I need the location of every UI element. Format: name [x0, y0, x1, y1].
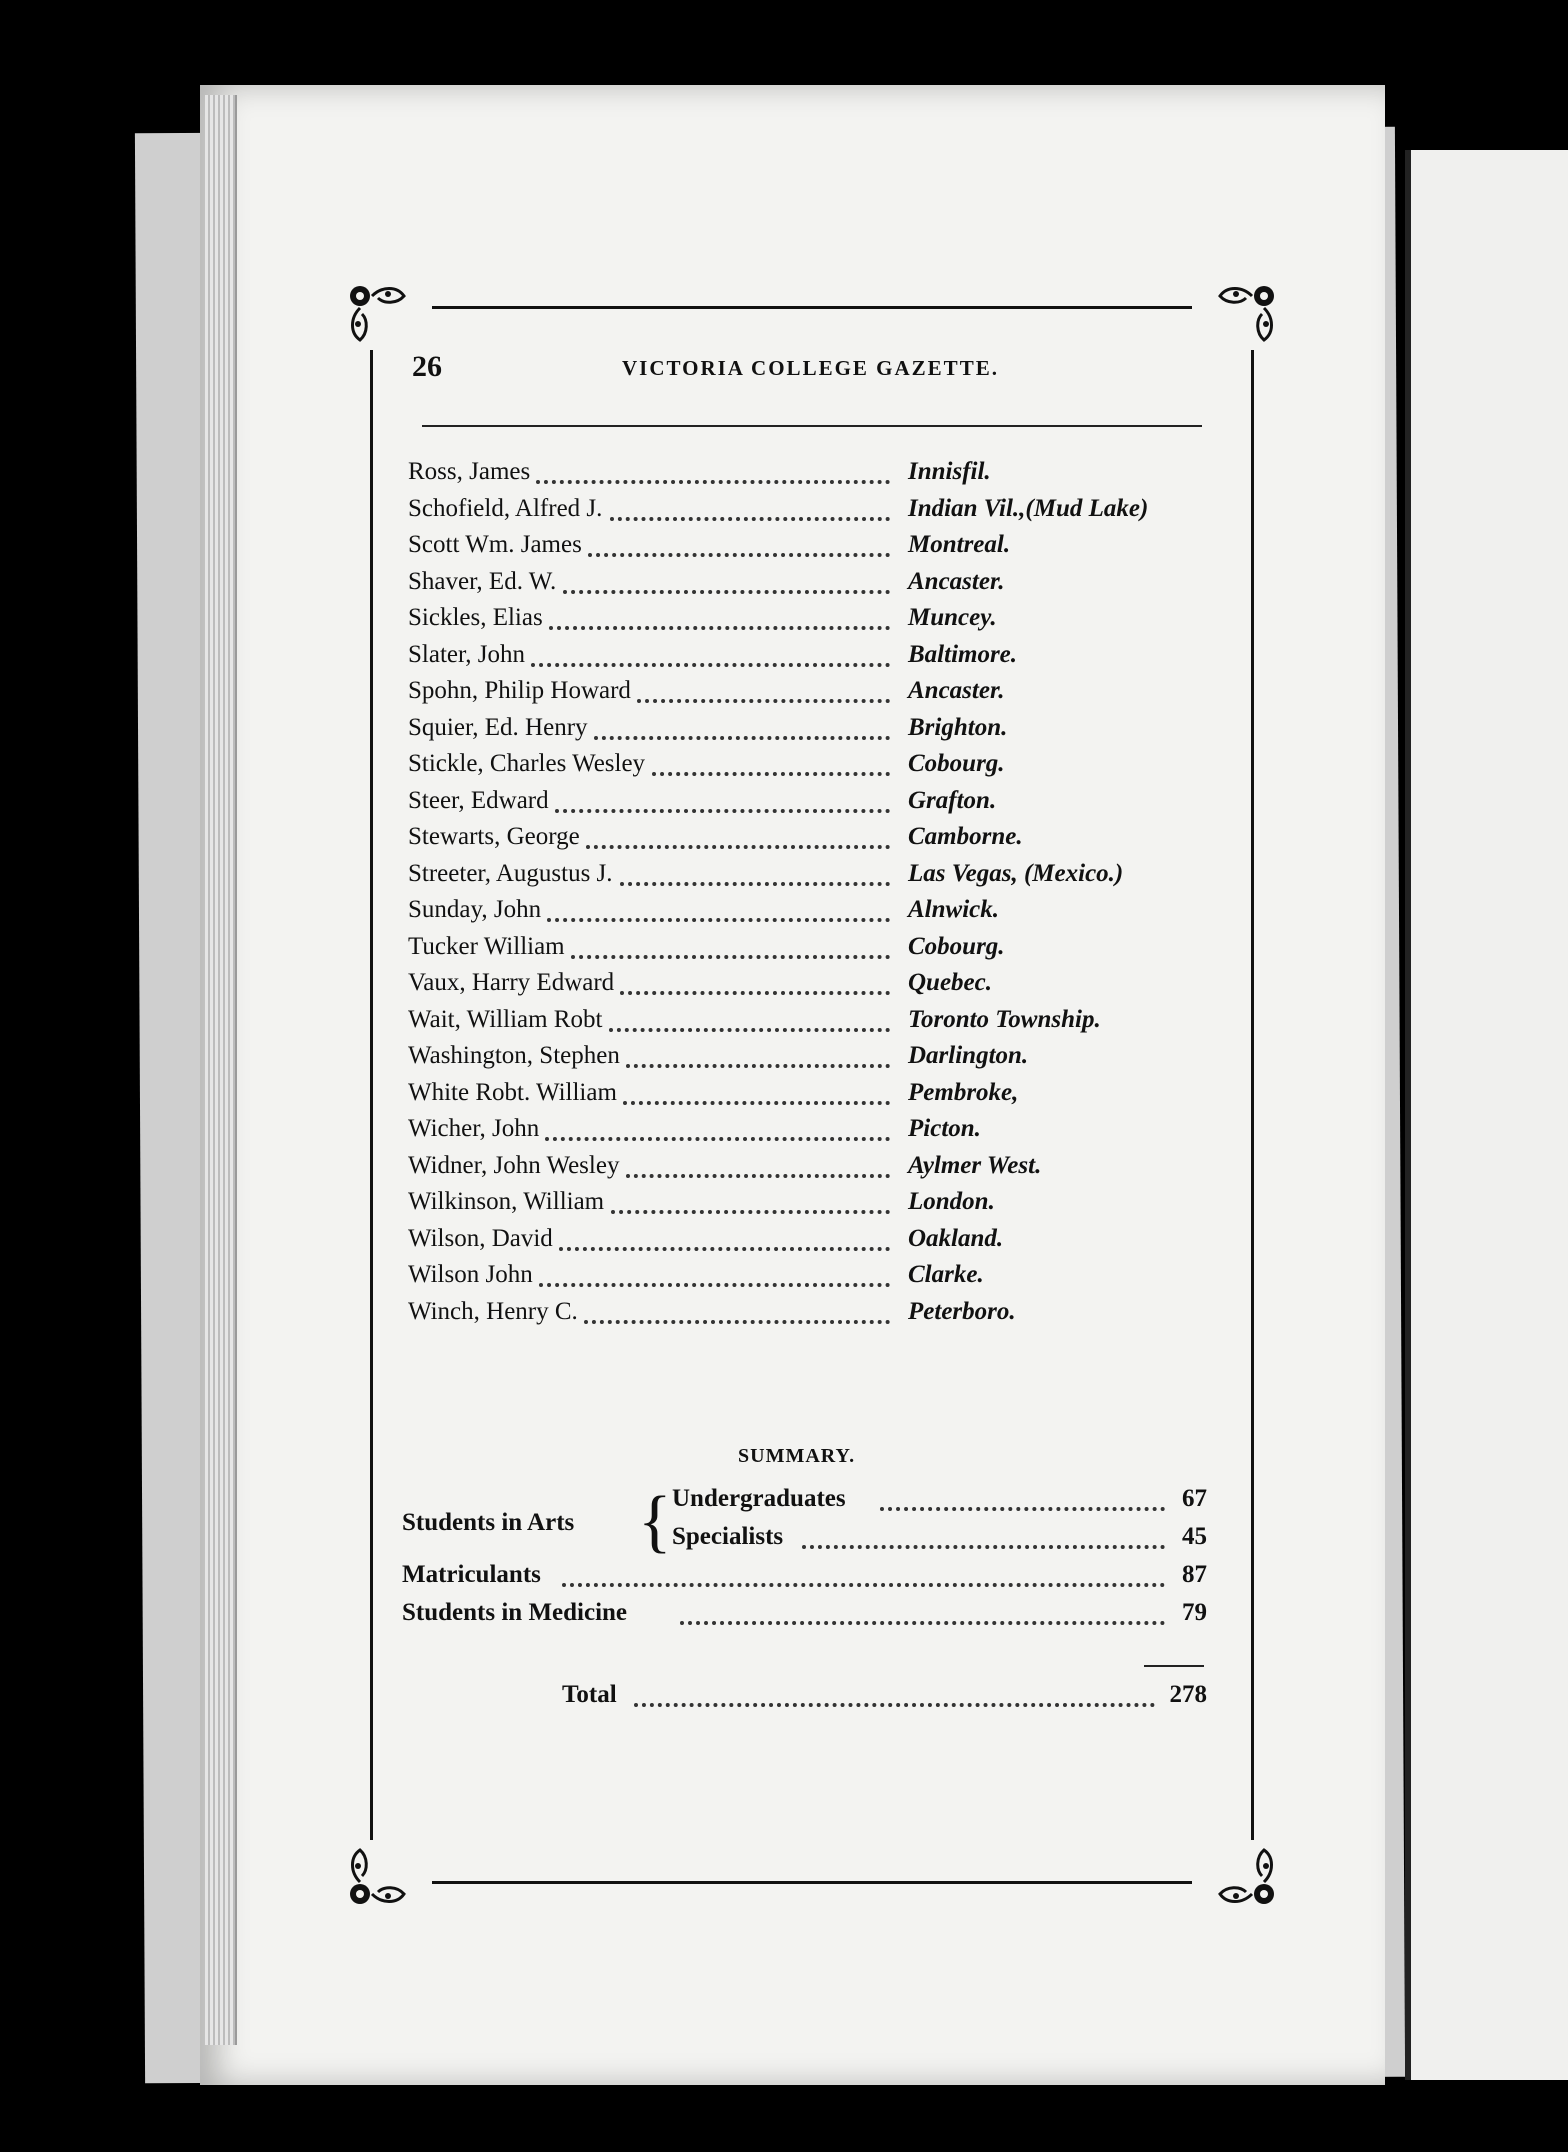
- list-item: [408, 750, 1208, 787]
- student-hometown: Aylmer West.: [908, 1151, 1042, 1179]
- student-name: Streeter, Augustus J.: [408, 859, 613, 887]
- dot-leader: [594, 732, 890, 740]
- medicine-label: Students in Medicine: [402, 1599, 628, 1626]
- running-title: VICTORIA COLLEGE GAZETTE.: [622, 356, 999, 380]
- dot-leader: [571, 951, 890, 959]
- dot-leader: [562, 1579, 1165, 1587]
- list-item: [408, 1261, 1208, 1298]
- student-name: Squier, Ed. Henry: [408, 713, 588, 741]
- list-item: [408, 495, 1208, 532]
- student-name: Wilkinson, William: [408, 1188, 605, 1215]
- dot-leader: [547, 914, 890, 922]
- dot-leader: [620, 878, 890, 886]
- student-name: Sickles, Elias: [408, 604, 543, 631]
- dot-leader: [584, 1316, 890, 1324]
- dot-leader: [680, 1617, 1165, 1625]
- list-item: [408, 1225, 1208, 1262]
- dot-leader: [626, 1170, 890, 1178]
- student-hometown: Clarke.: [908, 1261, 984, 1288]
- undergraduates-label: Undergraduates: [672, 1485, 846, 1512]
- list-item: [408, 969, 1208, 1006]
- student-hometown: Picton.: [908, 1115, 981, 1142]
- student-list: [408, 458, 1208, 1334]
- student-hometown: Pembroke,: [908, 1078, 1019, 1106]
- list-item: [408, 604, 1208, 641]
- dot-leader: [611, 1206, 890, 1214]
- frame-rule-left: [370, 350, 373, 1840]
- header-rule: [422, 425, 1202, 427]
- list-item: [408, 1079, 1208, 1116]
- brace-icon: {: [638, 1483, 672, 1560]
- dot-leader: [637, 695, 890, 703]
- matriculants-count: 87: [1182, 1561, 1207, 1588]
- student-hometown: Cobourg.: [908, 932, 1005, 960]
- list-item: [408, 714, 1208, 751]
- student-name: White Robt. William: [408, 1078, 617, 1106]
- student-name: Wicher, John: [408, 1115, 540, 1142]
- dot-leader: [545, 1133, 890, 1141]
- student-name: Slater, John: [408, 640, 526, 668]
- dot-leader: [555, 805, 890, 813]
- list-item: [408, 1042, 1208, 1079]
- student-hometown: London.: [908, 1188, 995, 1215]
- summary-title: SUMMARY.: [738, 1445, 856, 1467]
- frame-rule-bottom: [432, 1881, 1192, 1884]
- student-name: Stewarts, George: [408, 823, 580, 850]
- student-hometown: Grafton.: [908, 786, 997, 814]
- student-name: Washington, Stephen: [408, 1042, 620, 1069]
- list-item: [408, 1152, 1208, 1189]
- list-item: [408, 568, 1208, 605]
- list-item: [408, 531, 1208, 568]
- student-hometown: Montreal.: [908, 531, 1011, 558]
- student-name: Wilson John: [408, 1261, 533, 1288]
- dot-leader: [880, 1503, 1165, 1511]
- frame-rule-top: [432, 306, 1192, 309]
- list-item: [408, 1006, 1208, 1043]
- student-name: Winch, Henry C.: [408, 1297, 578, 1325]
- page-number: 26: [412, 350, 442, 383]
- dot-leader: [563, 586, 890, 594]
- list-item: [408, 933, 1208, 970]
- specialists-label: Specialists: [672, 1523, 784, 1550]
- corner-ornament-icon: [1212, 1842, 1282, 1912]
- dot-leader: [559, 1243, 890, 1251]
- corner-ornament-icon: [1212, 278, 1282, 348]
- student-hometown: Ancaster.: [908, 567, 1005, 595]
- student-hometown: Oakland.: [908, 1224, 1004, 1252]
- list-item: [408, 896, 1208, 933]
- dot-leader: [610, 513, 890, 521]
- list-item: [408, 1115, 1208, 1152]
- student-hometown: Darlington.: [908, 1042, 1029, 1069]
- student-hometown: Innisfil.: [908, 458, 991, 485]
- student-hometown: Cobourg.: [908, 750, 1005, 777]
- list-item: [408, 860, 1208, 897]
- page-header: [412, 350, 1202, 390]
- student-name: Steer, Edward: [408, 786, 549, 814]
- list-item: [408, 1298, 1208, 1335]
- dot-leader: [539, 1279, 890, 1287]
- total-count: 278: [1169, 1681, 1207, 1708]
- student-name: Schofield, Alfred J.: [408, 494, 603, 522]
- dot-leader: [634, 1699, 1155, 1707]
- medicine-count: 79: [1182, 1599, 1207, 1626]
- dot-leader: [623, 1097, 890, 1105]
- student-name: Stickle, Charles Wesley: [408, 750, 646, 777]
- dot-leader: [531, 659, 890, 667]
- student-hometown: Muncey.: [908, 604, 997, 631]
- specialists-count: 45: [1182, 1523, 1207, 1550]
- dot-leader: [549, 622, 890, 630]
- student-hometown: Ancaster.: [908, 677, 1005, 704]
- student-name: Vaux, Harry Edward: [408, 969, 615, 996]
- students-in-arts-label: Students in Arts: [402, 1509, 575, 1536]
- list-item: [408, 677, 1208, 714]
- student-name: Wilson, David: [408, 1224, 553, 1252]
- student-hometown: Indian Vil.,(Mud Lake): [908, 494, 1149, 522]
- student-name: Shaver, Ed. W.: [408, 567, 557, 595]
- dot-leader: [609, 1024, 890, 1032]
- total-label: Total: [562, 1681, 617, 1708]
- undergraduates-count: 67: [1182, 1485, 1207, 1512]
- list-item: [408, 458, 1208, 495]
- student-hometown: Peterboro.: [908, 1297, 1016, 1325]
- student-name: Widner, John Wesley: [408, 1151, 620, 1179]
- student-name: Spohn, Philip Howard: [408, 677, 631, 704]
- dot-leader: [536, 476, 890, 484]
- facing-page: [1405, 150, 1568, 2080]
- page-edges: [205, 95, 237, 2045]
- student-hometown: Brighton.: [908, 713, 1008, 741]
- student-name: Scott Wm. James: [408, 531, 582, 558]
- list-item: [408, 1188, 1208, 1225]
- student-hometown: Toronto Township.: [908, 1005, 1101, 1033]
- frame-rule-right: [1251, 350, 1254, 1840]
- corner-ornament-icon: [342, 1842, 412, 1912]
- list-item: [408, 787, 1208, 824]
- summary-table: [402, 1485, 1207, 1745]
- student-name: Ross, James: [408, 458, 531, 485]
- total-rule: [1144, 1665, 1204, 1667]
- student-hometown: Las Vegas, (Mexico.): [908, 859, 1124, 887]
- student-hometown: Quebec.: [908, 969, 992, 996]
- student-name: Sunday, John: [408, 896, 542, 923]
- list-item: [408, 641, 1208, 678]
- list-item: [408, 823, 1208, 860]
- student-hometown: Alnwick.: [908, 896, 999, 923]
- dot-leader: [802, 1541, 1165, 1549]
- dot-leader: [620, 987, 890, 995]
- dot-leader: [588, 549, 890, 557]
- student-name: Wait, William Robt: [408, 1005, 603, 1033]
- dot-leader: [652, 768, 890, 776]
- dot-leader: [586, 841, 890, 849]
- dot-leader: [626, 1060, 890, 1068]
- student-hometown: Baltimore.: [908, 640, 1018, 668]
- corner-ornament-icon: [342, 278, 412, 348]
- student-name: Tucker William: [408, 932, 565, 960]
- matriculants-label: Matriculants: [402, 1561, 541, 1588]
- student-hometown: Camborne.: [908, 823, 1023, 850]
